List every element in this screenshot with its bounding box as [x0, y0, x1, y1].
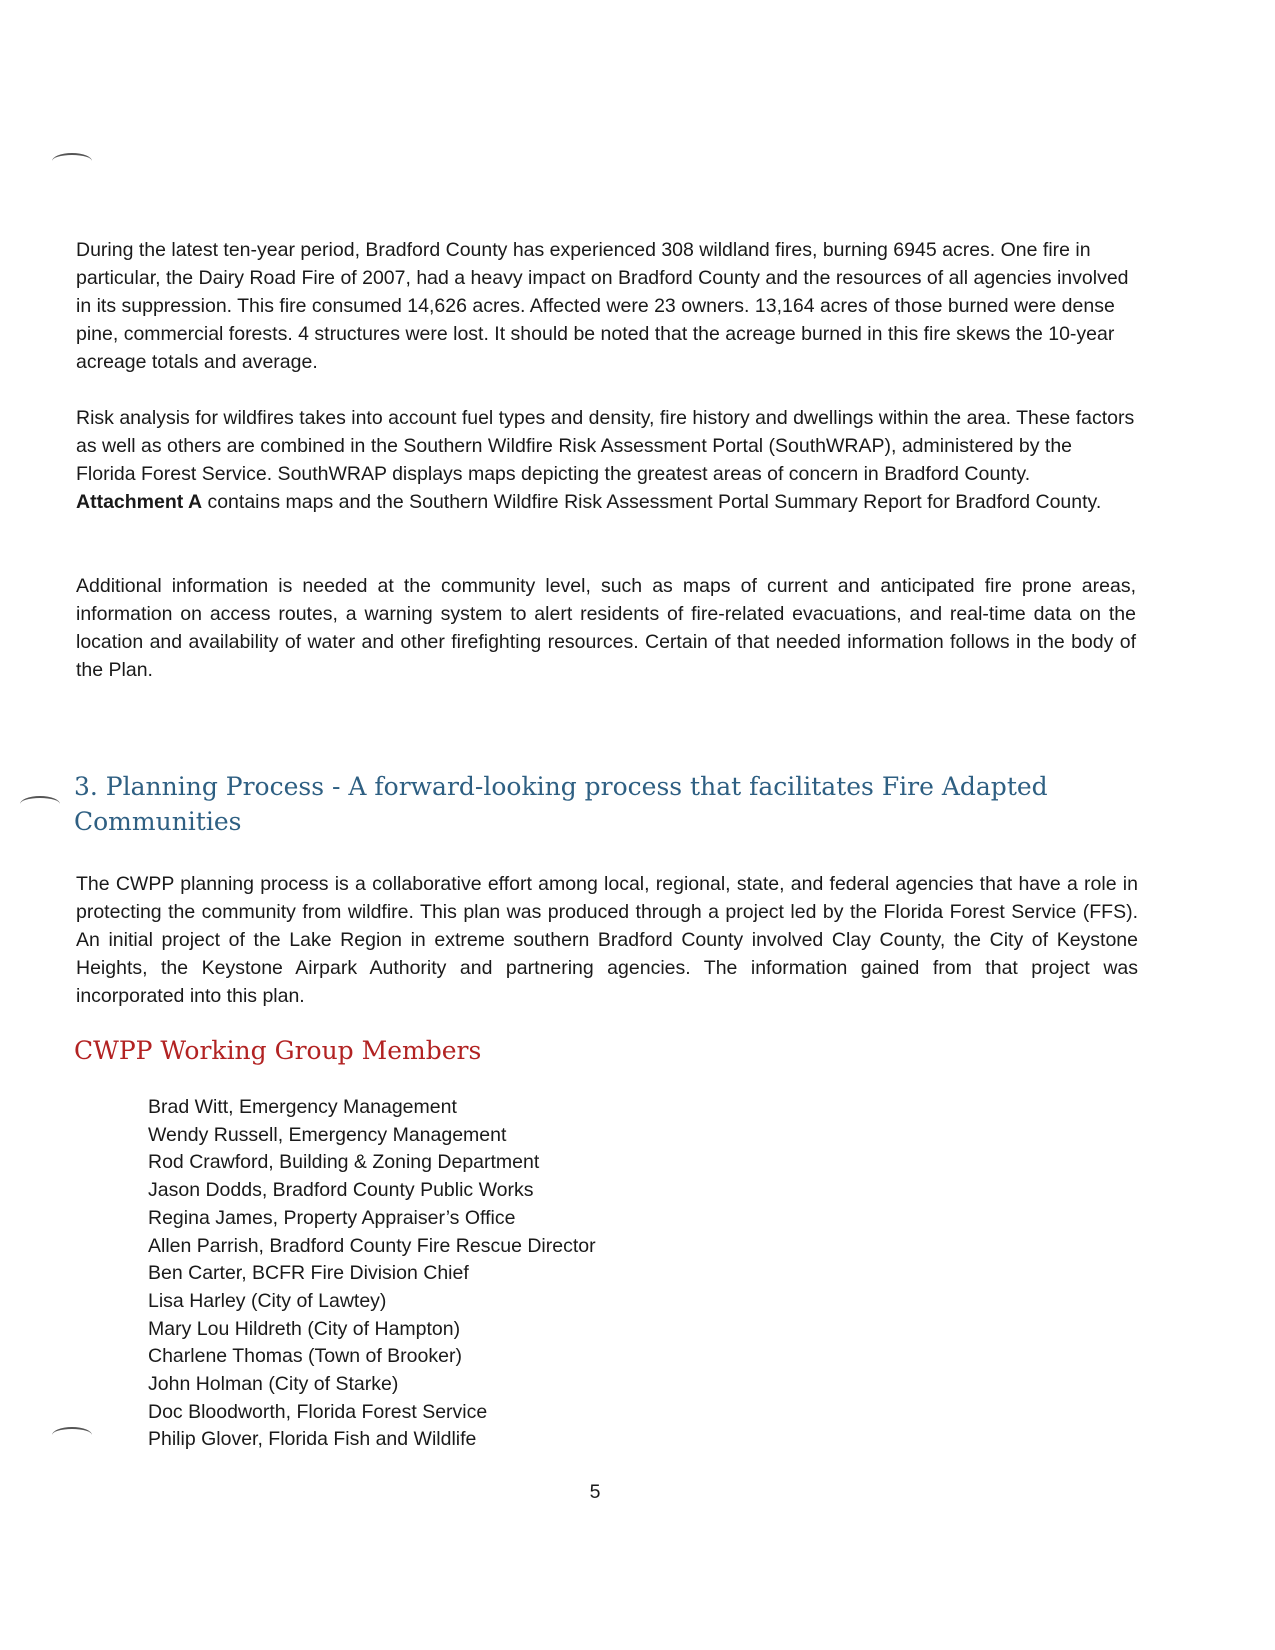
member-item: Rod Crawford, Building & Zoning Department [148, 1151, 540, 1174]
risk-analysis-text: Risk analysis for wildfires takes into account fuel types and density, fire history and dwellings within the area. These factors as well as others are combined in the Southern Wildfire Risk Assessment Portal (SouthWRAP), administered by the Florida Forest Service. SouthWRAP displays maps depicting the greatest areas of concern in Bradford County. [76, 407, 1135, 485]
paragraph-fire-history: During the latest ten-year period, Bradford County has experienced 308 wildland fires, burning 6945 acres. One fire in particular, the Dairy Road Fire of 2007, had a heavy impact on Bradford County and the resources of all agencies involved in its suppression. This fire consumed 14,626 acres. Affected were 23 owners. 13,164 acres of those burned were dense pine, commercial forests. 4 structures were lost. It should be noted that the acreage burned in this fire skews the 10-year acreage totals and average. [76, 239, 1129, 373]
page-number: 5 [589, 1481, 601, 1503]
member-item: Regina James, Property Appraiser’s Office [148, 1206, 516, 1229]
paragraph-planning-process: The CWPP planning process is a collaborative effort among local, regional, state, and federal agencies that have a role in protecting the community from wildfire. This plan was produced through a project led by the Florida Forest Service (FFS). An initial project of the Lake Region in extreme southern Bradford County involved Clay County, the City of Keystone Heights, the Keystone Airpark Authority and partnering agencies. The information gained from that project was incorporated into this plan. [76, 873, 1138, 1007]
risk-analysis-text-end: contains maps and the Southern Wildfire Risk Assessment Portal Summary Report for Bradford County. [202, 491, 1102, 513]
members-list [148, 1094, 596, 1454]
member-item: Jason Dodds, Bradford County Public Works [148, 1179, 534, 1202]
paragraph-additional-information: Additional information is needed at the community level, such as maps of current and anticipated fire prone areas, information on access routes, a warning system to alert residents of fire-related evacuations, and real-time data on the location and availability of water and other firefighting resources. Certain of that needed information follows in the body of the Plan. [76, 575, 1136, 681]
member-item: Wendy Russell, Emergency Management [148, 1123, 507, 1146]
section-heading-planning-process: 3. Planning Process - A forward-looking process that facilitates Fire Adapted Communities [74, 772, 1048, 836]
binder-hole-mark-top [52, 153, 92, 169]
paragraph-risk-analysis [76, 404, 1136, 516]
member-item: Allen Parrish, Bradford County Fire Rescue Director [148, 1234, 596, 1257]
member-item: Charlene Thomas (Town of Brooker) [148, 1345, 462, 1368]
member-item: Ben Carter, BCFR Fire Division Chief [148, 1262, 469, 1285]
member-item: Lisa Harley (City of Lawtey) [148, 1289, 387, 1312]
member-item: Brad Witt, Emergency Management [148, 1096, 457, 1118]
member-item: Mary Lou Hildreth (City of Hampton) [148, 1317, 461, 1340]
attachment-a-reference: Attachment A [76, 491, 203, 513]
member-item: Doc Bloodworth, Florida Forest Service [148, 1400, 488, 1423]
binder-hole-mark-middle [20, 796, 60, 812]
member-item: Philip Glover, Florida Fish and Wildlife [148, 1428, 477, 1451]
member-item: John Holman (City of Starke) [148, 1373, 399, 1396]
binder-hole-mark-bottom [52, 1427, 92, 1443]
members-heading: CWPP Working Group Members [74, 1036, 482, 1065]
